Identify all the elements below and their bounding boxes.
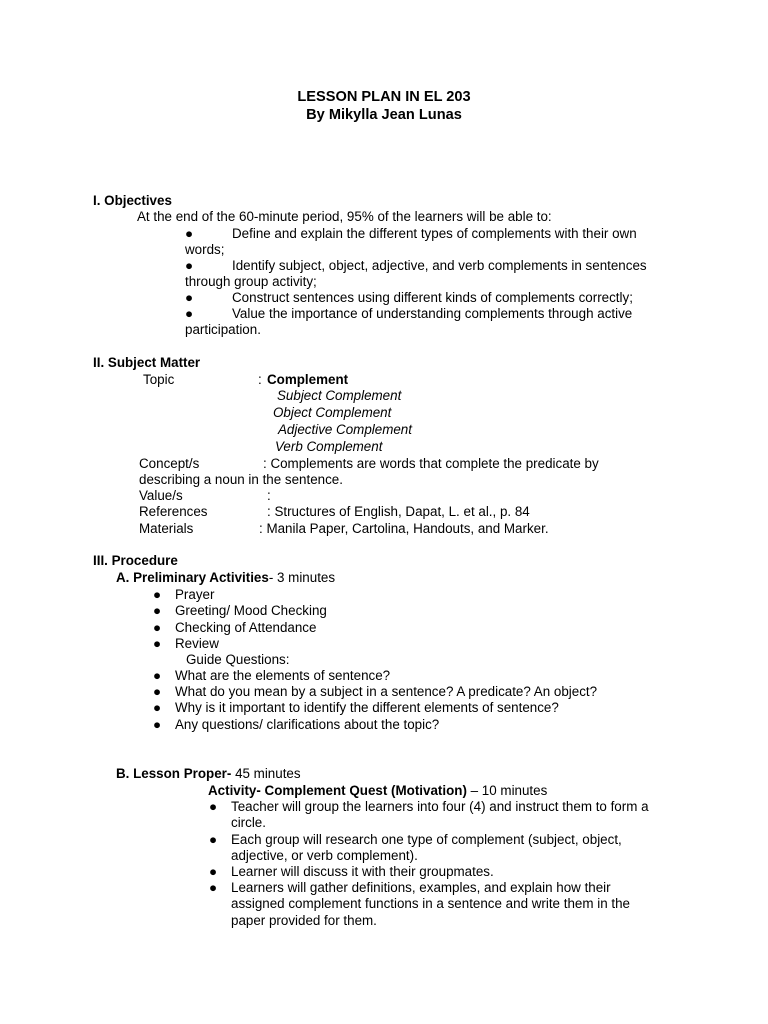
lesson-proper-heading — [116, 766, 301, 782]
lesson-proper-duration: 45 minutes — [231, 766, 301, 781]
preliminary-duration: - 3 minutes — [268, 570, 336, 585]
concepts-label: Concept/s — [139, 456, 200, 471]
procedure-heading: III. Procedure — [93, 553, 178, 568]
subject-matter-heading: II. Subject Matter — [93, 355, 201, 370]
materials-label: Materials — [139, 521, 194, 536]
subtopic-item: Subject Complement — [277, 388, 402, 403]
objective-item: Value the importance of understanding complements through active — [232, 306, 633, 321]
bullet-icon: ● — [209, 832, 218, 847]
objective-bullet: ● — [185, 258, 194, 273]
activity-duration: – 10 minutes — [466, 783, 548, 798]
references-label: References — [139, 504, 208, 519]
page-author: By Mikylla Jean Lunas — [306, 107, 462, 123]
preliminary-label: A. Preliminary Activities — [116, 570, 269, 585]
objectives-intro: At the end of the 60-minute period, 95% of the learners will be able to: — [137, 209, 552, 224]
activity-item-cont: circle. — [231, 815, 266, 830]
objective-item: Define and explain the different types of complements with their own — [232, 226, 637, 241]
guide-question: Why is it important to identify the different elements of sentence? — [175, 700, 559, 715]
bullet-icon: ● — [153, 668, 162, 683]
bullet-icon: ● — [153, 700, 162, 715]
activity-item-cont: paper provided for them. — [231, 913, 377, 928]
activity-item: Learners will gather definitions, examples, and explain how their — [231, 880, 611, 895]
page-title: LESSON PLAN IN EL 203 — [297, 89, 471, 105]
activity-label: Activity- Complement Quest (Motivation) — [208, 783, 467, 798]
values-value: : — [267, 488, 271, 503]
bullet-icon: ● — [153, 603, 162, 618]
list-item: Greeting/ Mood Checking — [175, 603, 327, 618]
list-item: Prayer — [175, 587, 215, 602]
topic-label: Topic — [143, 372, 175, 387]
objective-item: Identify subject, object, adjective, and verb complements in sentences — [232, 258, 647, 273]
topic-colon: : — [258, 372, 262, 387]
bullet-icon: ● — [209, 864, 218, 879]
subtopic-item: Object Complement — [273, 405, 392, 420]
guide-questions-label: Guide Questions: — [186, 652, 290, 667]
list-item: Review — [175, 636, 219, 651]
bullet-icon: ● — [209, 880, 218, 895]
materials-value: : Manila Paper, Cartolina, Handouts, and Marker. — [259, 521, 549, 536]
bullet-icon: ● — [153, 620, 162, 635]
bullet-icon: ● — [153, 684, 162, 699]
objective-item-cont: through group activity; — [185, 274, 317, 289]
bullet-icon: ● — [209, 799, 218, 814]
objective-item-cont: participation. — [185, 322, 261, 337]
objective-bullet: ● — [185, 290, 194, 305]
activity-item-cont: assigned complement functions in a sentence and write them in the — [231, 896, 630, 911]
guide-question: Any questions/ clarifications about the topic? — [175, 717, 440, 732]
lesson-proper-label: B. Lesson Proper- — [116, 766, 232, 781]
bullet-icon: ● — [153, 717, 162, 732]
subtopic-item: Adjective Complement — [278, 422, 412, 437]
activity-item: Each group will research one type of complement (subject, object, — [231, 832, 622, 847]
references-value: : Structures of English, Dapat, L. et al., p. 84 — [267, 504, 530, 519]
guide-question: What do you mean by a subject in a sentence? A predicate? An object? — [175, 684, 598, 699]
subtopic-item: Verb Complement — [275, 439, 383, 454]
objective-bullet: ● — [185, 226, 194, 241]
activity-item-cont: adjective, or verb complement). — [231, 848, 418, 863]
bullet-icon: ● — [153, 636, 162, 651]
objective-bullet: ● — [185, 306, 194, 321]
activity-item: Learner will discuss it with their groupmates. — [231, 864, 494, 879]
objectives-heading: I. Objectives — [93, 193, 172, 208]
objective-item: Construct sentences using different kinds of complements correctly; — [232, 290, 633, 305]
topic-value: Complement — [267, 372, 349, 387]
list-item: Checking of Attendance — [175, 620, 317, 635]
guide-question: What are the elements of sentence? — [175, 668, 391, 683]
bullet-icon: ● — [153, 587, 162, 602]
objective-item-cont: words; — [185, 242, 225, 257]
values-label: Value/s — [139, 488, 183, 503]
preliminary-heading — [116, 570, 335, 586]
concepts-value-cont: describing a noun in the sentence. — [139, 472, 343, 487]
concepts-value: : Complements are words that complete the predicate by — [263, 456, 599, 471]
activity-item: Teacher will group the learners into four (4) and instruct them to form a — [231, 799, 649, 814]
activity-heading — [208, 783, 547, 799]
